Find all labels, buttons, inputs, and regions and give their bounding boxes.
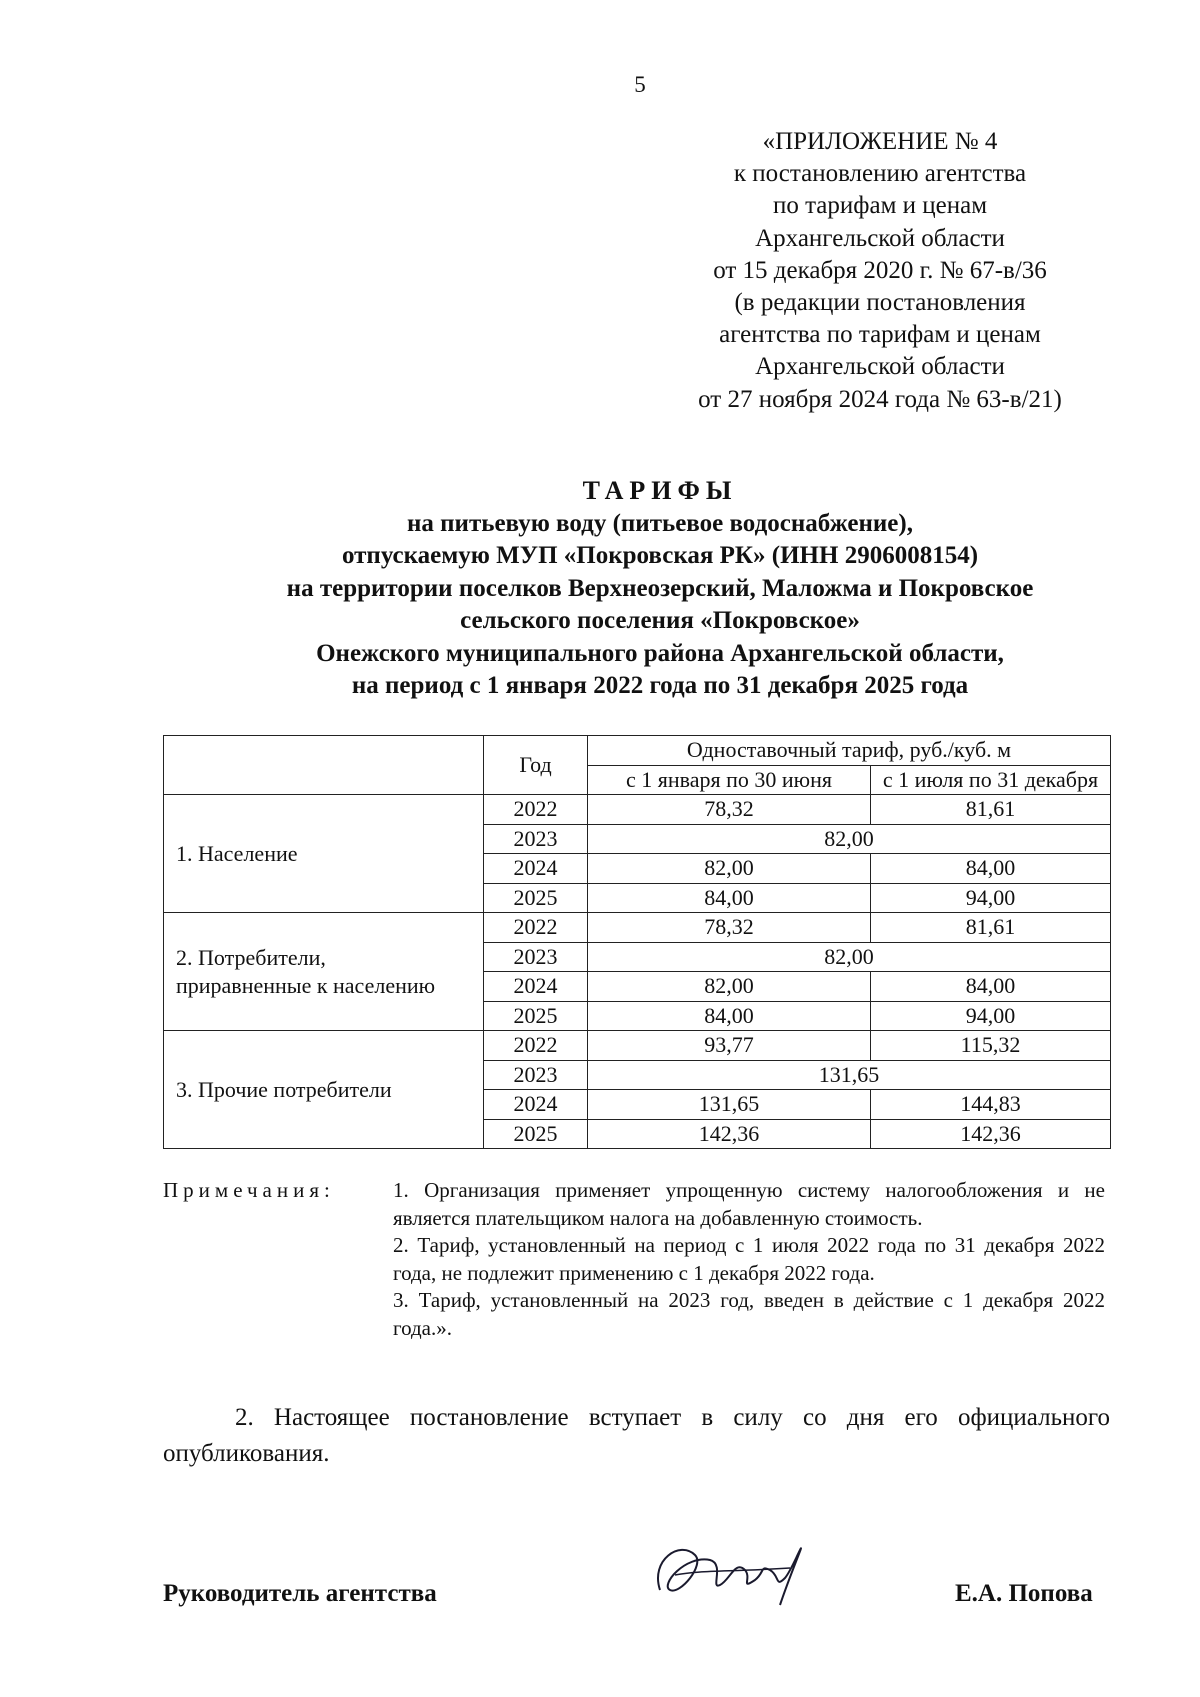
document-title [160,475,1160,703]
tariff-cell-second-half: 94,00 [871,883,1111,913]
title-subtitle [160,508,1160,703]
appendix-line: от 27 ноября 2024 года № 63-в/21) [698,385,1062,413]
year-cell: 2025 [484,883,588,913]
tariff-cell-second-half: 81,61 [871,913,1111,943]
appendix-line: Архангельской области [755,353,1005,381]
category-label: 2. Потребители, [176,944,326,970]
tariff-cell-first-half: 142,36 [588,1119,871,1149]
appendix-line: от 15 декабря 2020 г. № 67-в/36 [713,256,1047,284]
year-cell: 2023 [484,824,588,854]
notes-label: Примечания: [163,1178,335,1202]
year-cell: 2024 [484,972,588,1002]
category-label: 3. Прочие потребители [176,1076,392,1102]
notes-list [393,1177,1105,1342]
category-label: приравненные к населению [176,972,436,998]
category-cell [164,913,484,1031]
tariff-cell-first-half: 131,65 [588,1090,871,1120]
tariff-table [163,735,1111,1149]
appendix-line: «ПРИЛОЖЕНИЕ № 4 [762,128,998,155]
table-header-category [164,736,484,795]
tariff-cell-full-year: 82,00 [588,942,1111,972]
tariff-cell-first-half: 82,00 [588,854,871,884]
appendix-line: по тарифам и ценам [772,192,988,220]
appendix-line: к постановлению агентства [733,160,1027,188]
year-cell: 2025 [484,1119,588,1149]
year-cell: 2022 [484,795,588,825]
tariff-cell-first-half: 84,00 [588,883,871,913]
tariff-cell-first-half: 84,00 [588,1001,871,1031]
year-cell: 2024 [484,854,588,884]
note-item: 3. Тариф, установленный на 2023 год, введен в действие с 1 декабря 2022 года.». [393,1288,1105,1340]
year-cell: 2022 [484,1031,588,1061]
tariff-cell-second-half: 94,00 [871,1001,1111,1031]
category-label: 1. Население [176,840,298,866]
table-row [164,795,1111,825]
category-cell [164,795,484,913]
tariff-cell-first-half: 78,32 [588,913,871,943]
tariff-cell-second-half: 144,83 [871,1090,1111,1120]
tariff-cell-second-half: 81,61 [871,795,1111,825]
table-row [164,1031,1111,1061]
tariff-cell-full-year: 82,00 [588,824,1111,854]
tariff-cell-second-half: 115,32 [871,1031,1111,1061]
table-header-first-half: с 1 января по 30 июня [588,765,871,795]
signer-title: Руководитель агентства [163,1580,437,1607]
tariff-cell-second-half: 84,00 [871,854,1111,884]
appendix-line: агентства по тарифам и ценам [719,321,1041,349]
tariff-cell-second-half: 84,00 [871,972,1111,1002]
table-row [164,913,1111,943]
signer-name: Е.А. Попова [955,1580,1093,1607]
tariff-cell-first-half: 93,77 [588,1031,871,1061]
title-line: отпускаемую МУП «Покровская РК» (ИНН 2906008154) [341,542,979,569]
tariff-cell-first-half: 82,00 [588,972,871,1002]
year-cell: 2022 [484,913,588,943]
note-item: 2. Тариф, установленный на период с 1 июля 2022 года по 31 декабря 2022 года, не подлежит применению с 1 декабря 2022 года. [393,1233,1105,1285]
title-line: на территории поселков Верхнеозерский, Маложма и Покровское [286,574,1034,602]
signature-icon [640,1520,840,1620]
title-line: Онежского муниципального района Архангельской области, [316,639,1004,667]
title-main: ТАРИФЫ [582,476,738,505]
tariff-cell-second-half: 142,36 [871,1119,1111,1149]
year-cell: 2024 [484,1090,588,1120]
appendix-line: Архангельской области [755,224,1005,252]
tariff-cell-full-year: 131,65 [588,1060,1111,1090]
table-header-second-half: с 1 июля по 31 декабря [871,765,1111,795]
title-line: на период с 1 января 2022 года по 31 декабря 2025 года [351,672,969,699]
title-line: сельского поселения «Покровское» [460,607,860,634]
category-cell [164,1031,484,1149]
tariff-table-body [164,795,1111,1149]
title-line: на питьевую воду (питьевое водоснабжение), [407,509,913,537]
table-header-tariff: Одноставочный тариф, руб./куб. м [588,736,1111,766]
tariff-cell-first-half: 78,32 [588,795,871,825]
appendix-line: (в редакции постановления [734,289,1026,317]
effective-clause: 2. Настоящее постановление вступает в силу со дня его официального опубликования. [163,1404,1110,1467]
appendix-header [620,126,1140,416]
year-cell: 2025 [484,1001,588,1031]
table-header-year: Год [484,736,588,795]
note-item: 1. Организация применяет упрощенную систему налогообложения и не является плательщиком налога на добавленную стоимость. [393,1178,1105,1230]
page-number: 5 [634,72,646,97]
year-cell: 2023 [484,942,588,972]
year-cell: 2023 [484,1060,588,1090]
